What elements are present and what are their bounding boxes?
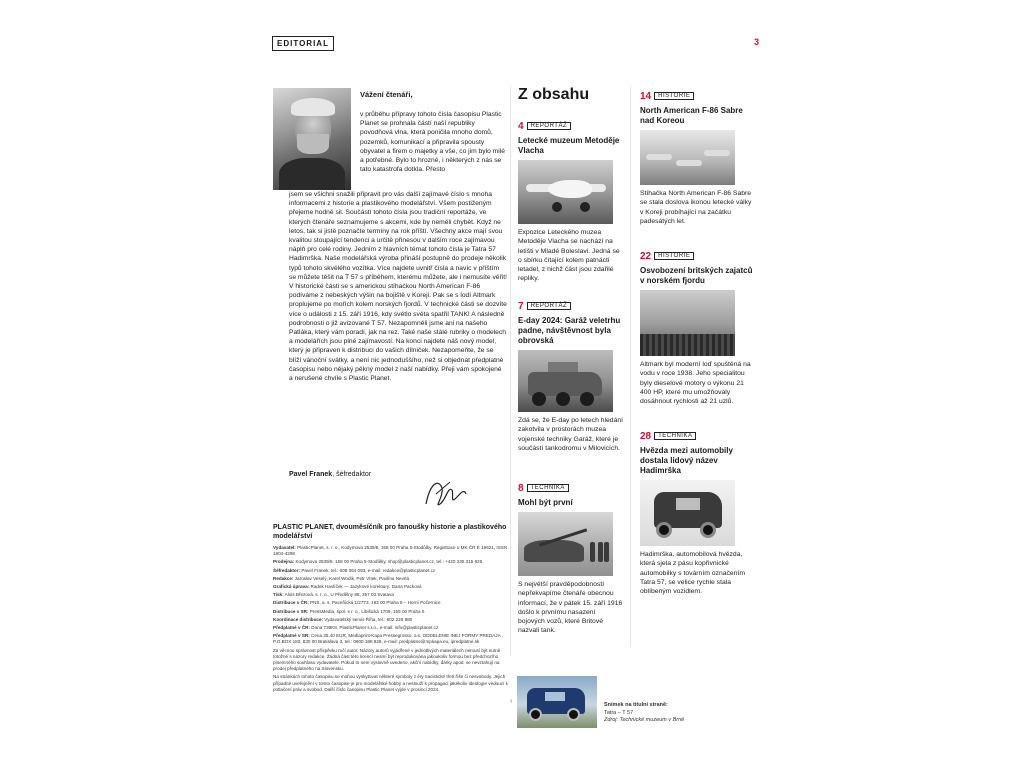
- imprint-line: [273, 600, 508, 606]
- page-number: 3: [754, 37, 760, 47]
- toc-item-description: Altmark byl moderní loď spuštěná na vodu v roce 1938. Jeho specialitou byly dieselové motory o výkonu 21 400 HP, které mu umožňovaly dosáhnout rychlosti až 21 uzlů.: [640, 361, 751, 406]
- cover-caption-subject: Tatra – T 57: [604, 709, 634, 716]
- imprint-title: PLASTIC PLANET, dvouměsíčník pro fanoušky historie a plastikového modelářství: [273, 524, 507, 540]
- imprint-line-text: PressMedia, spol. s r. o., Libišická 1709, 155 00 Praha 5: [308, 608, 425, 614]
- imprint-line: [273, 633, 508, 645]
- imprint-line: [273, 625, 508, 631]
- toc-item[interactable]: [640, 86, 756, 226]
- imprint-line-label: Předplatné v SR:: [273, 633, 310, 639]
- toc-item-description: Stíhačka North American F-86 Sabre se stala doslova ikonou letecké války v Koreji probíhající na začátku padesátých let.: [640, 190, 752, 225]
- armored-vehicle-photo: [518, 350, 613, 412]
- toc-category-tag: TECHNIKA: [527, 484, 569, 492]
- imprint-line: [273, 576, 508, 582]
- imprint-line: [273, 609, 508, 615]
- imprint-line-label: Grafická úprava:: [273, 584, 310, 590]
- imprint-note-1: Za věcnou správnost příspěvku ručí autor. Názory autorů vyjádřené v jednotlivých materiálech nemusí být nutně totožné s názory redakce. Žádná část této licencí nesmí být reprodukována jakoukoliv formou bez předchozího písemného souhlasu vydavatele. Pokud to není výslovně uvedeno, akční nabídky, dárky apod. se nevztahují na prodej předplatného na Slovensku.: [273, 647, 501, 672]
- editorial-text-body: jsem se všichni snažili připravit pro vás další zajímavé číslo s mnoha informacemi z historie a plastikového modelářství. Všem postiženým přejeme hodně sil. Součástí tohoto čísla jsou tradiční reportáže, ve kterých čtenáře seznamujeme s akcemi, kde by neměli chybět. Když ne letos, tak si jistě poznačte termíny na rok příští. Všechny akce mají svou kvalitou stoupající tendenci a určitě přinesou v dalším roce zajímavou náplň pro celé rodiny. Jedním z hlavních témat tohoto čísla je Tatra 57 Hadimrška. Naše modelářská výroba přináší postupně do prodeje několik typů tohoto skvělého vozítka. Více najdete uvnitř čísla a navíc v příštím se můžete těšit na T 57 s příběhem, kterému můžete, ale i nemusíte věřit! V historické části se s americkou stíhačkou North American F-86 podíváme z nebeských výšin na bojiště v Koreji. Pak se s lodí Altmark proplujeme po mořích kolem norských fjordů. V technické části se dozvíte více o události z 15. září 1916, kdy světlo světa spatřil TANK! A následně podrobnosti o již avizované T 57. Nezapomněli jsme ani na našeho Patláka, který vám poradí, jak na rez. Také naše stálé rubriky o modelech a modelářích jsou plné zajímavostí. Na konci najdete náš nový model, který je připraven k distribuci do vašich dílniček. Nezapomeňte, že se blíží vánoční svátky, a není nic jednoduššího, než si objednat předplatné časopisu nebo nějaký pěkný model z naší nabídky. Přeji vám spokojené a nerušené chvíle s Plastic Planet.: [289, 191, 507, 383]
- imprint-line-text: PlasticPlanet, s. r. o., Kodymova 2539/8, 158 00 Praha 5-Stodůlky. Registrace u MK ČR E 19621, ISSN 1804-4298: [273, 545, 508, 557]
- imprint-line-label: Tisk:: [273, 592, 284, 598]
- toc-page-number: 8: [518, 483, 524, 494]
- imprint-line-text: Cena 35.40 EUR, Mediaprint-Kapa Pressegrosso, a.s. ODDELENIE INEJ FORMY PREDAJA , P.O.BOX 183, 830 00 Bratislava 3, tel.: 0800 188 826, e-mail: predplatne@mpkapa.eu, ipredplatne.sk: [273, 633, 503, 645]
- editorial-signature: [289, 471, 371, 478]
- imprint-line-label: Distribuce v ČR:: [273, 600, 309, 606]
- toc-item[interactable]: [518, 116, 624, 284]
- imprint-line-text: Vydavatelský servis Říha, tel.: 602 228 880: [323, 616, 413, 622]
- imprint-line: [273, 559, 508, 565]
- editor-photo: [273, 88, 351, 190]
- jet-fighters-photo: [640, 130, 735, 185]
- imprint-line-text: PNS, a. s, Paceňická 1/2773, 193 00 Praha 9 – Horní Počernice: [308, 600, 441, 606]
- toc-category-tag: HISTORIE: [654, 92, 694, 100]
- toc-category-tag: HISTORIE: [654, 252, 694, 260]
- cover-car-photo: [517, 676, 597, 728]
- editorial-greeting: Vážení čtenáři,: [360, 90, 413, 99]
- imprint-line: [273, 568, 508, 574]
- tank-photo: [518, 512, 613, 576]
- toc-item[interactable]: [518, 296, 624, 453]
- toc-category-tag: REPORTÁŽ: [527, 122, 572, 130]
- signature-name: Pavel Franek: [289, 471, 333, 478]
- editorial-text-intro: v průběhu přípravy tohoto čísla časopisu Plastic Planet se prohnala částí naší republiky povodňová vlna, která poničila mnoho domů, pozemků, komunikací a připravila spousty obyvatel a firem o majetky a vše, co jim bylo milé a potřebné. Bylo to hrozné, i některých z nás se tato katastrofa dotkla. Přesto: [360, 111, 505, 174]
- imprint: [273, 545, 508, 695]
- imprint-line-label: Šéfredaktor:: [273, 567, 301, 573]
- toc-item-title: North American F-86 Sabre nad Koreou: [640, 106, 743, 125]
- imprint-line-label: Redakce:: [273, 575, 294, 581]
- toc-item-description: Zdá se, že E-day po letech hledání zakotvila v prostorách muzea vojenské techniky Garáž, které je součástí tankodromu v Milovicích.: [518, 417, 624, 452]
- imprint-line-label: Prodejna:: [273, 559, 295, 565]
- toc-item-title: Letecké muzeum Metoděje Vlacha: [518, 136, 620, 155]
- museum-aircraft-photo: [518, 160, 613, 224]
- imprint-line-text: Dona 738K8, PlasticPlanet s.r.o., e-mail: info@plasticplanet.cz: [310, 625, 439, 631]
- toc-category-tag: TECHNIKA: [654, 432, 696, 440]
- imprint-line-label: Předplatné v ČR:: [273, 625, 311, 631]
- imprint-line: [273, 617, 508, 623]
- toc-item-title: Osvobození britských zajatců v norském fjordu: [640, 266, 753, 285]
- toc-page-number: 22: [640, 251, 652, 262]
- imprint-line-label: Koordinace distribuce:: [273, 616, 324, 622]
- section-label: EDITORIAL: [272, 36, 334, 51]
- imprint-line-text: Pavel Franek, tel.: 608 064 093, e-mail: redakce@plasticplanet.cz: [300, 567, 436, 573]
- imprint-line-label: Vydavatel:: [273, 545, 296, 550]
- toc-item-title: E-day 2024: Garáž veletrhu padne, návštěvnost byla obrovská: [518, 316, 621, 345]
- chevron-left-icon: ‹: [510, 696, 513, 705]
- toc-page-number: 7: [518, 301, 524, 312]
- ship-crowd-photo: [640, 290, 735, 356]
- toc-item[interactable]: [640, 246, 756, 406]
- imprint-lines: [273, 545, 508, 646]
- column-divider: [510, 86, 511, 656]
- tatra-car-photo: [640, 480, 735, 546]
- cover-caption-source: Zdroj: Technické muzeum v Brně: [604, 717, 685, 723]
- imprint-line-text: Jaroslav Veselý, Karel Wodik, Petr Vítek, Pavlína Nevrlá: [293, 575, 410, 581]
- toc-category-tag: REPORTÁŽ: [527, 302, 572, 310]
- imprint-line: [273, 545, 508, 557]
- toc-item[interactable]: [518, 478, 624, 636]
- imprint-line-label: Distribuce v SR:: [273, 608, 309, 614]
- toc-item-title: Hvězda mezi automobily dostala lidový název Hadimrška: [640, 446, 733, 475]
- column-divider: [630, 86, 631, 646]
- imprint-line-text: Alois Březová, s. r. o., U Předělny 88, 357 03 Svatava: [283, 592, 394, 598]
- toc-item-title: Mohl být první: [518, 498, 573, 507]
- toc-page-number: 28: [640, 431, 652, 442]
- imprint-line-text: Kodymova 2539/8, 158 00 Praha 5-Stodůlky, shop@plasticplanet.cz, tel.: +420 235 315 925: [294, 559, 483, 565]
- imprint-line-text: Radek Havlíček — Jazykové korektury: Dana Packová: [309, 584, 422, 590]
- cover-caption-title: Snímek na titulní straně:: [604, 702, 668, 708]
- imprint-line: [273, 584, 508, 590]
- toc-page-number: 14: [640, 91, 652, 102]
- cover-caption: [604, 702, 684, 725]
- toc-item-description: S největší pravděpodobností nepřekvapíme čtenáře obecnou informací, že v pátek 15. září 1916 došlo k prvnímu nasazení bojových vozů, které Britové nazvali tank.: [518, 581, 623, 635]
- toc-page-number: 4: [518, 121, 524, 132]
- handwritten-signature: [420, 474, 472, 514]
- toc-item[interactable]: [640, 426, 756, 596]
- toc-item-description: Hadimrška, automobilová hvězda, která sjela z pásu kopřivnické automobilky s továrním označením Tatra 57, se velice rychle stala oblíbeným vozidlem.: [640, 551, 746, 596]
- imprint-note-2: Na stránkách tohoto časopisu se mohou vyskytovat některé symboly z éry nacistické třetí říše či nesvobody. Jejich případné uveřejnění v tomto časopise je pro modelářské hobby a neslouží k propagaci jakékoliv ideologie vedoucí k potlačení práv a svobod. Další číslo časopisu Plastic Planet vyjde v prosinci 2024.: [273, 674, 508, 692]
- imprint-line: [273, 592, 508, 598]
- signature-role: , šéfredaktor: [332, 471, 372, 478]
- toc-item-description: Expozice Leteckého muzea Metoděje Vlacha se nachází na letišti v Mladé Boleslavi. Jedná se o sbírku čítající kolem patnácti letadel, z nichž část jsou zdařilé repliky.: [518, 229, 620, 283]
- toc-title: Z obsahu: [518, 86, 590, 103]
